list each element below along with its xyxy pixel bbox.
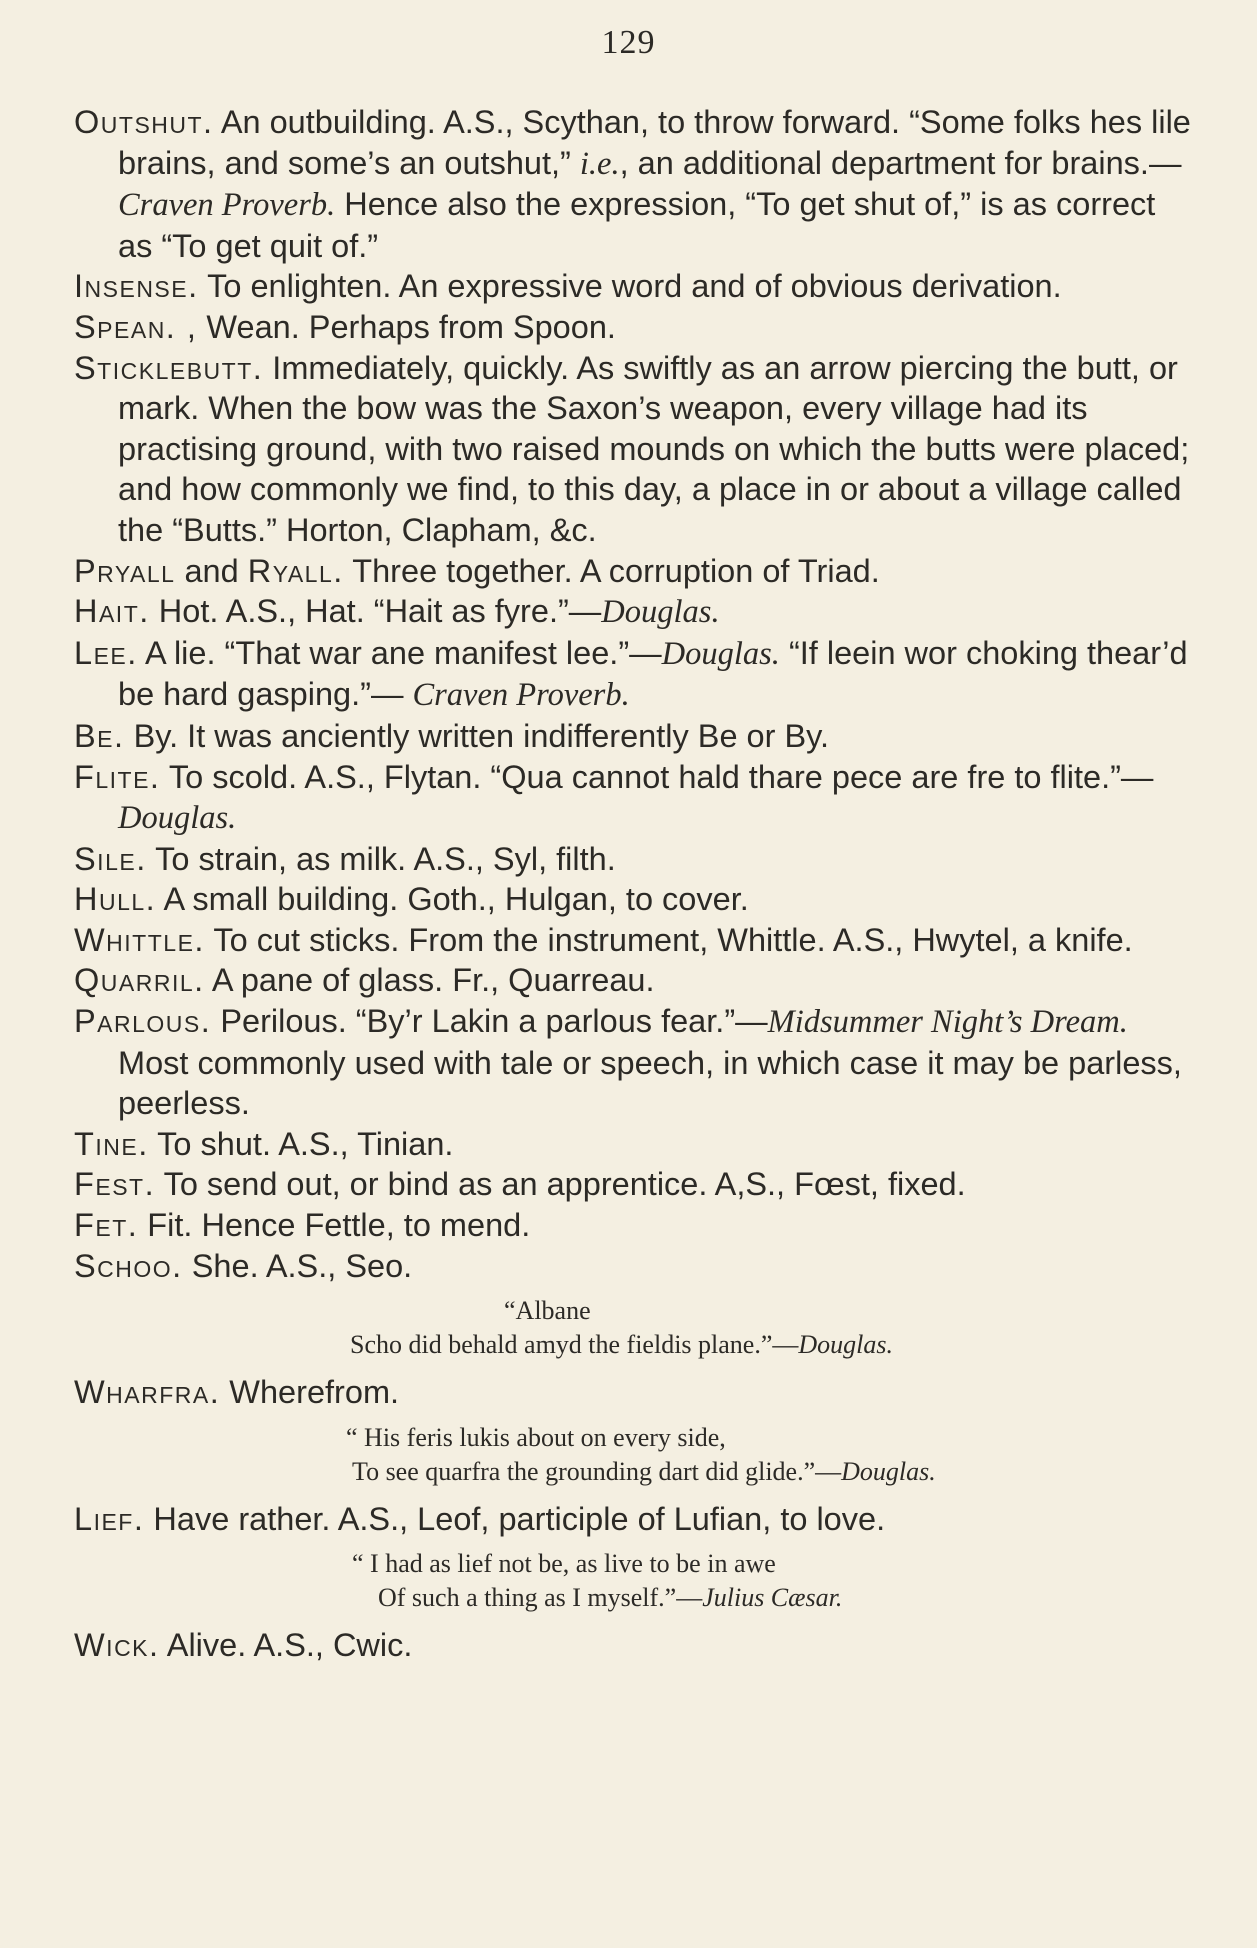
source: Douglas.: [118, 800, 237, 837]
quote-line: “ His feris lukis about on every side,: [346, 1422, 726, 1452]
connector: and: [175, 552, 248, 589]
definition-cont: “If leein wor choking thear’d be hard gasping.”—: [118, 634, 1188, 713]
entry-spean: [74, 307, 1196, 348]
definition: A small building. Goth., Hulgan, to cover.: [156, 881, 749, 918]
quote-feris: [74, 1421, 1196, 1489]
definition: To strain, as milk. A.S., Syl, filth.: [146, 840, 616, 877]
entry-pryall: [74, 551, 1196, 592]
headword: Sticklebutt.: [74, 349, 264, 386]
definition-cont: , an additional department for brains.—: [619, 144, 1182, 181]
quote-text: Scho did behald amyd the fieldis plane.”—: [350, 1330, 799, 1360]
definition-cont: Most commonly used with tale or speech, in which case it may be parless, peerless.: [118, 1044, 1182, 1122]
source: Craven Proverb.: [118, 187, 336, 224]
definition: By. It was anciently written indifferently Be or By.: [124, 717, 830, 754]
definition: Wean. Perhaps from Spoon.: [197, 308, 616, 345]
entry-hait: [74, 591, 1196, 633]
headword: Fet.: [74, 1207, 139, 1244]
entry-tine: [74, 1124, 1196, 1165]
headword: Be.: [74, 717, 125, 754]
entry-sticklebutt: [74, 348, 1196, 551]
quote-line: [74, 1328, 1196, 1362]
entry-schoo: [74, 1246, 1196, 1287]
definition: Hot. A.S., Hat. “Hait as fyre.”—: [149, 593, 602, 630]
entry-whittle: [74, 920, 1196, 961]
definition: Fit. Hence Fettle, to mend.: [138, 1207, 531, 1244]
headword: Ryall.: [247, 552, 344, 589]
quote-albane: [74, 1294, 1196, 1362]
entry-fest: [74, 1164, 1196, 1205]
quote-text: To see quarfra the grounding dart did glide.”—: [352, 1456, 842, 1486]
headword: Quarril.: [74, 962, 205, 999]
headword: Tine.: [74, 1125, 149, 1162]
quote-line: [74, 1581, 1196, 1615]
headword: Flite.: [74, 758, 161, 795]
entry-lee: [74, 633, 1196, 716]
headword: Hull.: [74, 881, 157, 918]
headword: Wharfra.: [74, 1374, 221, 1411]
definition: To send out, or bind as an apprentice. A,S., Fœst, fixed.: [155, 1166, 966, 1203]
page-number: 129: [601, 24, 656, 61]
headword: Spean. ,: [74, 308, 198, 345]
source: Douglas.: [798, 1330, 894, 1360]
entry-quarril: [74, 960, 1196, 1001]
definition: Immediately, quickly. As swiftly as an arrow piercing the butt, or mark. When the bow was the Saxon’s weapon, every village had its practising ground, with two raised mounds on which the butts were placed; and how commonly we find, to this day, a place in or about a village called the “Butts.” Horton, Clapham, &c.: [118, 349, 1190, 548]
definition: An outbuilding. A.S., Scythan, to throw forward. “Some folks hes lile brains, and some’s an outshut,”: [118, 104, 1191, 181]
headword: Whittle.: [74, 921, 205, 958]
headword: Hait.: [74, 593, 150, 630]
abbreviation: i.e.: [579, 145, 620, 182]
definition: A lie. “That war ane manifest lee.”—: [137, 634, 662, 671]
headword: Outshut.: [74, 104, 214, 140]
entry-lief: [74, 1499, 1196, 1540]
quote-text: Of such a thing as I myself.”—: [378, 1583, 703, 1613]
headword: Sile.: [74, 840, 147, 877]
definition: She. A.S., Seo.: [182, 1247, 413, 1284]
headword: Schoo.: [74, 1247, 183, 1284]
definition: Wherefrom.: [220, 1374, 400, 1411]
entry-parlous: [74, 1001, 1196, 1124]
definition: Three together. A corruption of Triad.: [343, 552, 880, 589]
definition: To enlighten. An expressive word and of obvious derivation.: [198, 268, 1062, 305]
entry-be: [74, 716, 1196, 757]
entry-sile: [74, 839, 1196, 880]
source: Douglas.: [841, 1456, 936, 1486]
headword: Lee.: [74, 634, 138, 671]
entry-flite: [74, 757, 1196, 839]
entry-outshut: [74, 102, 1196, 266]
headword: Insense.: [74, 268, 199, 305]
headword: Fest.: [74, 1166, 156, 1203]
entry-wick: [74, 1625, 1196, 1666]
quote-lief: [74, 1547, 1196, 1615]
definition: To scold. A.S., Flytan. “Qua cannot hald thare pece are fre to flite.”—: [160, 758, 1154, 795]
headword: Pryall: [74, 552, 176, 589]
definition-cont: Hence also the expression, “To get shut of,” is as correct as “To get quit of.”: [118, 186, 1156, 264]
source: Midsummer Night’s Dream.: [767, 1004, 1128, 1041]
source: Craven Proverb.: [412, 677, 630, 714]
entry-fet: [74, 1205, 1196, 1246]
headword: Wick.: [74, 1627, 160, 1664]
quote-line: “Albane: [504, 1296, 591, 1326]
definition: A pane of glass. Fr., Quarreau.: [204, 962, 655, 999]
definition: Have rather. A.S., Leof, participle of Lufian, to love.: [144, 1500, 886, 1537]
headword: Lief.: [74, 1500, 145, 1537]
source: Julius Cæsar.: [702, 1583, 843, 1613]
definition: To cut sticks. From the instrument, Whittle. A.S., Hwytel, a knife.: [204, 921, 1133, 958]
source: Douglas.: [601, 594, 720, 631]
definition: To shut. A.S., Tinian.: [148, 1125, 454, 1162]
entry-hull: [74, 879, 1196, 920]
entry-wharfra: [74, 1372, 1196, 1413]
quote-line: “ I had as lief not be, as live to be in awe: [352, 1549, 776, 1579]
source: Douglas.: [661, 635, 780, 672]
entry-insense: [74, 266, 1196, 307]
headword: Parlous.: [74, 1003, 212, 1040]
glossary-content: [74, 102, 1196, 1666]
definition: Perilous. “By’r Lakin a parlous fear.”—: [211, 1003, 768, 1040]
quote-line: [74, 1455, 1196, 1489]
definition: Alive. A.S., Cwic.: [159, 1627, 413, 1664]
